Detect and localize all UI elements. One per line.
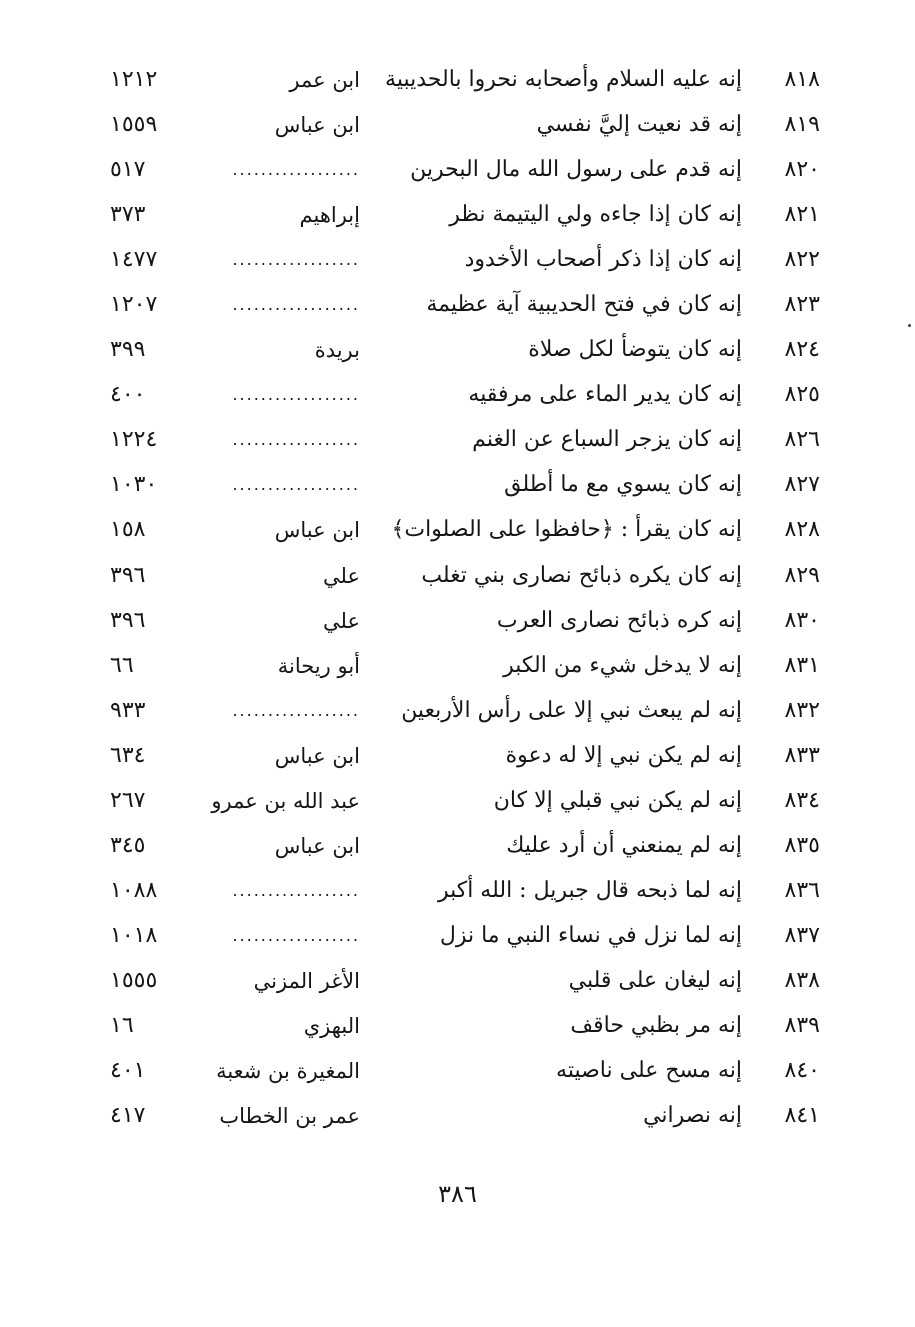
entry-text: إنه لم يكن نبي قبلي إلا كان (493, 787, 742, 813)
entry-narrator: علي (323, 563, 360, 588)
entry-number: ٨٢٥ (784, 382, 820, 408)
entry-text: إنه كان إذا ذكر أصحاب الأخدود (464, 247, 742, 273)
entry-text: إنه مسح على ناصيته (556, 1058, 742, 1084)
entry-row (110, 1006, 820, 1051)
entry-row (110, 330, 820, 375)
entry-page-ref: ١٥٥٥ (110, 967, 158, 993)
entry-text: إنه لما نزل في نساء النبي ما نزل (439, 922, 742, 948)
entry-row (110, 961, 820, 1006)
entry-row (110, 781, 820, 826)
entry-page-ref: ١٥٥٩ (110, 112, 158, 138)
entry-row (110, 871, 820, 916)
entry-number: ٨٤٠ (784, 1058, 820, 1084)
narrator-dotted-leader: .................. (232, 880, 360, 900)
entry-narrator: عبد الله بن عمرو (211, 788, 360, 813)
entry-number: ٨٣٣ (784, 742, 820, 768)
entry-text: إنه ليغان على قلبي (568, 967, 742, 993)
narrator-dotted-leader: .................. (232, 925, 360, 945)
entry-text: إنه لما ذبحه قال جبريل : الله أكبر (437, 877, 742, 903)
entry-number: ٨١٨ (784, 67, 820, 92)
entry-text: إنه كان يدير الماء على مرفقيه (468, 382, 742, 408)
entry-number: ٨٣٤ (784, 787, 820, 813)
margin-speck (908, 324, 911, 327)
entry-page-ref: ٢٦٧ (110, 787, 146, 813)
entry-number: ٨٣١ (784, 652, 820, 678)
entry-narrator: بريدة (314, 338, 360, 363)
entry-list (110, 60, 820, 1141)
entry-row (110, 1051, 820, 1096)
entry-row (110, 510, 820, 555)
entry-narrator: أبو ريحانة (277, 653, 360, 678)
page-number: ٣٨٦ (438, 1180, 477, 1208)
entry-text: إنه كان يتوضأ لكل صلاة (528, 337, 742, 363)
entry-row (110, 285, 820, 330)
narrator-dotted-leader: .................. (232, 250, 360, 270)
entry-text: إنه كان يسوي مع ما أطلق (504, 472, 742, 498)
entry-page-ref: ١٥٨ (110, 517, 146, 543)
entry-narrator: إبراهيم (299, 203, 360, 228)
entry-row (110, 1096, 820, 1141)
entry-page-ref: ١٠٣٠ (110, 472, 158, 498)
entry-number: ٨٢٨ (784, 517, 820, 543)
entry-text: إنه عليه السلام وأصحابه نحروا بالحديبية (385, 67, 742, 92)
narrator-dotted-leader: .................. (232, 160, 360, 180)
narrator-dotted-leader: .................. (232, 700, 360, 720)
entry-page-ref: ٦٣٤ (110, 742, 146, 768)
entry-row (110, 691, 820, 736)
entry-page-ref: ٣٩٦ (110, 607, 146, 633)
entry-narrator: ابن عباس (274, 113, 360, 138)
entry-number: ٨٤١ (784, 1103, 820, 1129)
entry-text: إنه لم يبعث نبي إلا على رأس الأربعين (401, 697, 742, 723)
entry-row (110, 601, 820, 646)
entry-page-ref: ٣٩٦ (110, 562, 146, 588)
entry-page-ref: ٤١٧ (110, 1103, 146, 1129)
entry-text: إنه كان يقرأ : ﴿حافظوا على الصلوات﴾ (391, 517, 742, 543)
entry-text: إنه قدم على رسول الله مال البحرين (410, 157, 742, 183)
entry-page-ref: ٤٠١ (110, 1058, 146, 1084)
entry-page-ref: ٤٠٠ (110, 382, 146, 408)
entry-page-ref: ٣٩٩ (110, 337, 146, 363)
entry-page-ref: ٦٦ (110, 652, 134, 678)
entry-row (110, 556, 820, 601)
entry-page-ref: ١٢١٢ (110, 67, 158, 92)
entry-text: إنه كره ذبائح نصارى العرب (496, 607, 742, 633)
entry-row (110, 60, 820, 105)
entry-page-ref: ٣٧٣ (110, 202, 146, 228)
entry-number: ٨٢٠ (784, 157, 820, 183)
entry-number: ٨٢٢ (784, 247, 820, 273)
entry-number: ٨٣٧ (784, 922, 820, 948)
narrator-dotted-leader: .................. (232, 430, 360, 450)
entry-row (110, 465, 820, 510)
entry-page-ref: ١٢٢٤ (110, 427, 158, 453)
entry-narrator: علي (323, 608, 360, 633)
entry-narrator: ابن عمر (289, 68, 360, 92)
entry-number: ٨٢١ (784, 202, 820, 228)
entry-page-ref: ١٢٠٧ (110, 292, 158, 318)
entry-row (110, 105, 820, 150)
entry-text: إنه كان إذا جاءه ولي اليتيمة نظر (449, 202, 742, 228)
entry-row (110, 826, 820, 871)
entry-narrator: عمر بن الخطاب (219, 1104, 360, 1129)
entry-number: ٨٣٢ (784, 697, 820, 723)
entry-row (110, 736, 820, 781)
entry-row (110, 150, 820, 195)
narrator-dotted-leader: .................. (232, 295, 360, 315)
entry-row (110, 375, 820, 420)
entry-number: ٨٢٣ (784, 292, 820, 318)
entry-narrator: البهزي (303, 1013, 360, 1038)
entry-text: إنه لم يكن نبي إلا له دعوة (505, 742, 742, 768)
entry-narrator: الأغر المزني (253, 968, 360, 993)
entry-number: ٨١٩ (784, 112, 820, 138)
entry-number: ٨٢٩ (784, 562, 820, 588)
entry-page-ref: ١٠٨٨ (110, 877, 158, 903)
entry-narrator: ابن عباس (274, 518, 360, 543)
entry-number: ٨٢٤ (784, 337, 820, 363)
narrator-dotted-leader: .................. (232, 385, 360, 405)
entry-text: إنه كان يكره ذبائح نصارى بني تغلب (421, 562, 742, 588)
entry-number: ٨٣٦ (784, 877, 820, 903)
entry-row (110, 646, 820, 691)
entry-page-ref: ٥١٧ (110, 157, 146, 183)
entry-page-ref: ٩٣٣ (110, 697, 146, 723)
entry-text: إنه نصراني (643, 1103, 742, 1129)
entry-text: إنه كان في فتح الحديبية آية عظيمة (426, 292, 742, 318)
entry-page-ref: ٣٤٥ (110, 832, 146, 858)
entry-text: إنه لم يمنعني أن أرد عليك (506, 832, 742, 858)
entry-number: ٨٣٨ (784, 967, 820, 993)
entry-text: إنه كان يزجر السباع عن الغنم (472, 427, 742, 453)
entry-page-ref: ١٦ (110, 1012, 134, 1038)
entry-number: ٨٣٩ (784, 1012, 820, 1038)
entry-text: إنه قد نعيت إليَّ نفسي (536, 112, 742, 138)
entry-page-ref: ١٠١٨ (110, 922, 158, 948)
entry-number: ٨٢٦ (784, 427, 820, 453)
narrator-dotted-leader: .................. (232, 475, 360, 495)
entry-text: إنه مر بظبي حاقف (570, 1012, 742, 1038)
entry-row (110, 240, 820, 285)
entry-page-ref: ١٤٧٧ (110, 247, 158, 273)
entry-narrator: ابن عباس (274, 833, 360, 858)
entry-number: ٨٢٧ (784, 472, 820, 498)
entry-row (110, 916, 820, 961)
entry-number: ٨٣٥ (784, 832, 820, 858)
entry-number: ٨٣٠ (784, 607, 820, 633)
entry-narrator: المغيرة بن شعبة (216, 1059, 360, 1084)
entry-row (110, 420, 820, 465)
entry-narrator: ابن عباس (274, 743, 360, 768)
entry-text: إنه لا يدخل شيء من الكبر (503, 652, 742, 678)
entry-row (110, 195, 820, 240)
